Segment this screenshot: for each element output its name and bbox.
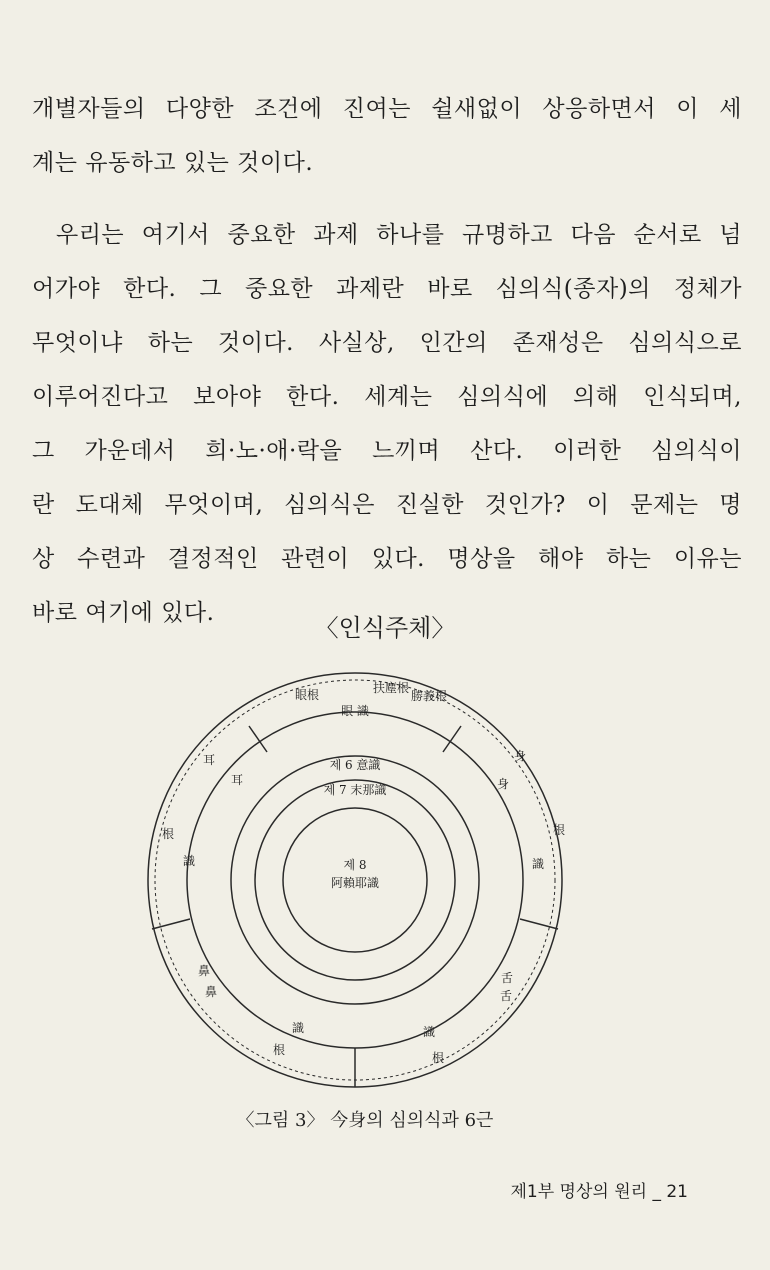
text-line: 어가야 한다. 그 중요한 과제란 바로 심의식(종자)의 정체가	[32, 276, 742, 302]
text-line: 무엇이냐 하는 것이다. 사실상, 인간의 존재성은 심의식으로	[32, 330, 742, 356]
tongue-root-char: 根	[432, 1051, 445, 1065]
text-line: 상 수련과 결정적인 관련이 있다. 명상을 해야 하는 이유는	[32, 546, 742, 572]
nose-consciousness-char: 鼻	[205, 985, 218, 999]
essential-root-label: 勝義根	[411, 689, 448, 703]
ear-consciousness-char: 識	[183, 854, 196, 868]
eighth-consciousness-label: 제 8	[343, 858, 367, 872]
figure-caption: 〈그림 3〉 今身의 심의식과 6근	[236, 1110, 494, 1131]
ear-root-char: 根	[162, 827, 175, 841]
divider-line	[152, 919, 190, 929]
body-consciousness-char: 身	[497, 777, 510, 791]
body-root-char: 根	[553, 823, 565, 837]
alaya-consciousness-label: 阿賴耶識	[330, 876, 380, 890]
text-line: 개별자들의 다양한 조건에 진여는 쉴새없이 상응하면서 이 세	[32, 96, 742, 122]
body-text	[32, 82, 742, 640]
ear-consciousness-char: 耳	[231, 773, 244, 787]
body-consciousness-char: 識	[532, 857, 545, 871]
seventh-consciousness-label: 제 7 末那識	[323, 783, 387, 797]
text-line: 그 가운데서 희·노·애·락을 느끼며 산다. 이러한 심의식이	[32, 438, 742, 464]
text-line: 우리는 여기서 중요한 과제 하나를 규명하고 다음 순서로 넘	[56, 222, 742, 248]
body-root-char: 身	[514, 749, 527, 763]
text-line: 이루어진다고 보아야 한다. 세계는 심의식에 의해 인식되며,	[32, 384, 742, 410]
ear-root-char: 耳	[203, 753, 216, 767]
sixth-consciousness-label: 제 6 意識	[329, 758, 381, 772]
consciousness-diagram	[145, 670, 565, 1090]
running-footer: 제1부 명상의 원리 _ 21	[510, 1182, 688, 1202]
figure-title: 〈인식주체〉	[314, 614, 456, 642]
nose-root-char: 鼻	[198, 964, 211, 978]
eye-consciousness-label: 眼 識	[341, 704, 369, 718]
subtle-root-label: 扶塵根	[373, 681, 410, 695]
tongue-root-char: 舌	[501, 971, 514, 985]
tongue-consciousness-char: 識	[423, 1025, 436, 1039]
text-line: 란 도대체 무엇이며, 심의식은 진실한 것인가? 이 문제는 명	[32, 492, 742, 518]
text-line: 바로 여기에 있다.	[32, 600, 215, 626]
text-line: 계는 유동하고 있는 것이다.	[32, 150, 314, 176]
tongue-consciousness-char: 舌	[500, 989, 513, 1003]
eye-root-label: 眼根	[295, 688, 320, 702]
nose-root-char: 根	[273, 1043, 286, 1057]
nose-consciousness-char: 識	[292, 1021, 305, 1035]
divider-line	[520, 919, 558, 929]
